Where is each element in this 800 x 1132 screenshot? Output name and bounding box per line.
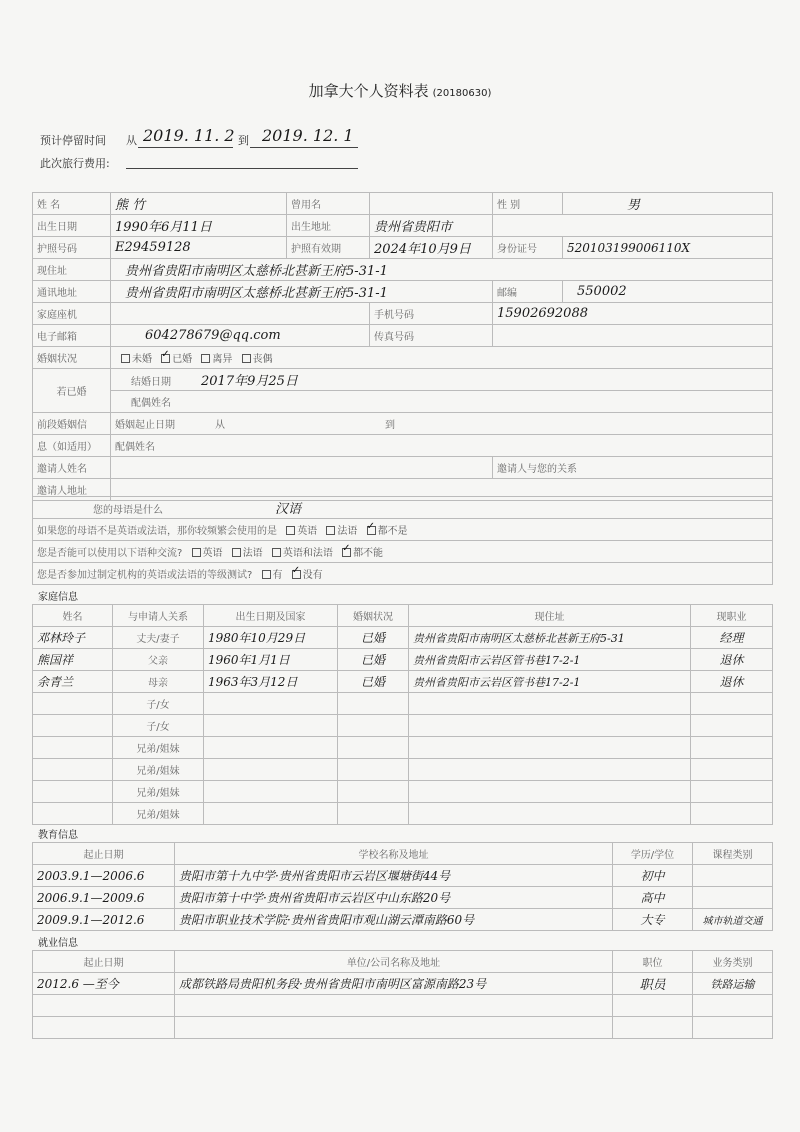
freq-neither-label: 都不是 (377, 526, 408, 537)
inviter-rel-label: 邀请人与您的关系 (497, 464, 577, 475)
family-header-marital: 婚姻状况 (338, 605, 409, 627)
emp-period: 2012.6 —至今 (37, 977, 119, 991)
inviter-label: 邀请人姓名 (33, 457, 111, 479)
id-label: 身份证号 (493, 237, 563, 259)
family-name-cell (33, 693, 113, 715)
family-row (33, 693, 773, 715)
prev-marriage-label-1: 前段婚姻信 (33, 413, 111, 435)
family-address: 贵州省贵阳市南明区太慈桥北甚新王府5-31 (413, 631, 625, 645)
test-yes-checkbox[interactable] (262, 570, 271, 579)
postcode-label: 邮编 (493, 281, 563, 303)
emp-type-cell (693, 973, 773, 995)
emp-position-cell (613, 1017, 693, 1039)
edu-school: 贵阳市第十中学·贵州省贵阳市云岩区中山东路20号 (179, 891, 451, 905)
family-address-cell (409, 649, 691, 671)
family-dob-cell (204, 781, 338, 803)
birthplace-value: 贵州省贵阳市 (374, 220, 453, 235)
edu-degree-cell (613, 887, 693, 909)
employment-section-title: 就业信息 (38, 938, 78, 949)
family-marital-cell (338, 693, 409, 715)
family-address-cell (409, 715, 691, 737)
family-address-cell (409, 627, 691, 649)
can-english-label: 英语 (202, 548, 223, 559)
expiry-value: 2024年10月9日 (374, 242, 471, 257)
emp-company-cell (175, 995, 613, 1017)
family-address-cell (409, 759, 691, 781)
family-header-relation: 与申请人关系 (113, 605, 204, 627)
family-row (33, 671, 773, 693)
freq-language-question: 如果您的母语不是英语或法语，那你较频繁会使用的是 (37, 526, 277, 537)
emp-company: 成都铁路局贵阳机务段·贵州省贵阳市南明区富源南路23号 (179, 977, 487, 991)
education-row (33, 865, 773, 887)
emp-header-company: 单位/公司名称及地址 (175, 951, 613, 973)
mail-label: 通讯地址 (33, 281, 111, 303)
employment-rows (33, 973, 773, 1039)
edu-school: 贵阳市职业技术学院·贵州省贵阳市观山湖云潭南路60号 (179, 913, 475, 927)
gender-value: 男 (627, 198, 641, 213)
stay-to-value: 2019. 12. 1 (262, 126, 354, 145)
freq-french-label: 法语 (337, 526, 358, 537)
family-header-name: 姓名 (33, 605, 113, 627)
family-occupation: 退休 (719, 675, 744, 689)
family-dob: 1963年3月12日 (208, 675, 298, 689)
can-both-label: 英语和法语 (282, 548, 333, 559)
test-no-label: 没有 (302, 570, 323, 581)
cost-line (126, 168, 358, 169)
edu-degree-cell (613, 865, 693, 887)
married-label: 若已婚 (33, 369, 111, 413)
family-dob: 1980年10月29日 (208, 631, 306, 645)
emp-company-cell (175, 1017, 613, 1039)
edu-course-cell (693, 909, 773, 931)
edu-degree-cell (613, 909, 693, 931)
family-address-cell (409, 737, 691, 759)
employment-table (32, 950, 773, 1039)
edu-degree: 初中 (640, 869, 665, 883)
stay-from-value: 2019. 11. 2 (143, 126, 235, 145)
form-title (0, 80, 800, 101)
emp-type-cell (693, 995, 773, 1017)
name-value: 熊 竹 (115, 198, 146, 213)
emp-period-cell (33, 995, 175, 1017)
family-name: 熊国祥 (37, 653, 74, 667)
edu-course-cell (693, 887, 773, 909)
form-code: (20180630) (432, 88, 492, 99)
birthplace-label: 出生地址 (287, 215, 370, 237)
test-yes-label: 有 (272, 570, 283, 581)
family-header-occupation: 现职业 (691, 605, 773, 627)
passport-value: E29459128 (115, 240, 191, 255)
employment-row (33, 995, 773, 1017)
emp-type: 铁路运输 (710, 977, 755, 991)
family-name-cell (33, 671, 113, 693)
prev-marriage-label-2: 息（如适用） (33, 435, 111, 457)
family-name-cell (33, 781, 113, 803)
emp-position-cell (613, 973, 693, 995)
edu-header-period: 起止日期 (33, 843, 175, 865)
family-name-cell (33, 649, 113, 671)
family-name-cell (33, 803, 113, 825)
employment-row (33, 973, 773, 995)
passport-label: 护照号码 (33, 237, 111, 259)
education-row (33, 909, 773, 931)
edu-school-cell (175, 865, 613, 887)
id-value: 520103199006110X (567, 240, 691, 255)
family-relation-cell (113, 671, 204, 693)
can-french-label: 法语 (242, 548, 263, 559)
wedding-date-value: 2017年9月25日 (201, 374, 298, 389)
family-dob: 1960年1月1日 (208, 653, 290, 667)
marital-widowed-checkbox[interactable] (242, 354, 251, 363)
edu-header-course: 课程类别 (693, 843, 773, 865)
postcode-value: 550002 (577, 284, 627, 299)
edu-period: 2009.9.1—2012.6 (37, 912, 145, 927)
family-rows (33, 627, 773, 825)
family-address-cell (409, 781, 691, 803)
family-marital: 已婚 (360, 675, 385, 689)
family-address: 贵州省贵阳市云岩区管书巷17-2-1 (413, 675, 581, 689)
family-dob-cell (204, 759, 338, 781)
freq-english-label: 英语 (297, 526, 318, 537)
family-row (33, 803, 773, 825)
family-relation-cell (113, 627, 204, 649)
family-marital-cell (338, 627, 409, 649)
family-row (33, 715, 773, 737)
family-occupation-cell (691, 715, 773, 737)
family-marital-cell (338, 759, 409, 781)
marital-married-label: 已婚 (172, 354, 193, 365)
family-marital-cell (338, 715, 409, 737)
edu-course-cell (693, 865, 773, 887)
education-rows (33, 865, 773, 931)
family-relation: 丈夫/妻子 (136, 634, 180, 645)
family-address-cell (409, 671, 691, 693)
family-occupation-cell (691, 627, 773, 649)
family-address-cell (409, 803, 691, 825)
edu-school-cell (175, 887, 613, 909)
native-language-question: 您的母语是什么 (93, 505, 163, 516)
family-relation-cell (113, 759, 204, 781)
gender-label: 性 别 (493, 193, 563, 215)
family-relation: 兄弟/姐妹 (136, 744, 180, 755)
fax-label: 传真号码 (370, 325, 493, 347)
can-english-checkbox[interactable] (192, 548, 201, 557)
education-section-title: 教育信息 (38, 830, 78, 841)
former-name-label: 曾用名 (287, 193, 370, 215)
family-relation: 母亲 (148, 678, 168, 689)
family-occupation-cell (691, 803, 773, 825)
expiry-label: 护照有效期 (287, 237, 370, 259)
family-header-dob: 出生日期及国家 (204, 605, 338, 627)
edu-header-degree: 学历/学位 (613, 843, 693, 865)
edu-period-cell (33, 887, 175, 909)
can-french-checkbox[interactable] (232, 548, 241, 557)
spouse-label: 配偶姓名 (131, 398, 171, 409)
family-relation: 子/女 (146, 700, 170, 711)
family-marital-cell (338, 671, 409, 693)
education-row (33, 887, 773, 909)
family-name-cell (33, 627, 113, 649)
family-relation-cell (113, 803, 204, 825)
can-none-checkbox[interactable] (342, 548, 351, 557)
stay-label: 预计停留时间 (40, 134, 106, 147)
family-marital: 已婚 (360, 631, 385, 645)
emp-header-type: 业务类别 (693, 951, 773, 973)
family-marital-cell (338, 737, 409, 759)
family-relation-cell (113, 781, 204, 803)
family-relation-cell (113, 693, 204, 715)
form-title-text: 加拿大个人资料表 (308, 82, 429, 100)
mobile-value: 15902692088 (497, 306, 588, 321)
family-row (33, 627, 773, 649)
family-relation: 兄弟/姐妹 (136, 788, 180, 799)
email-label: 电子邮箱 (33, 325, 111, 347)
edu-school-cell (175, 909, 613, 931)
stay-to-label: 到 (238, 134, 249, 147)
family-occupation: 退休 (719, 653, 744, 667)
family-dob-cell (204, 649, 338, 671)
test-question: 您是否参加过制定机构的英语或法语的等级测试? (37, 570, 253, 581)
prev-spouse-label: 配偶姓名 (115, 442, 155, 453)
test-no-checkbox[interactable] (292, 570, 301, 579)
freq-english-checkbox[interactable] (286, 526, 295, 535)
edu-school: 贵阳市第十九中学·贵州省贵阳市云岩区堰塘街44号 (179, 869, 451, 883)
mail-value: 贵州省贵阳市南明区太慈桥北甚新王府5-31-1 (125, 286, 388, 301)
edu-period: 2003.9.1—2006.6 (37, 868, 145, 883)
edu-period: 2006.9.1—2009.6 (37, 890, 145, 905)
family-occupation: 经理 (719, 631, 744, 645)
can-communicate-question: 您是否能可以使用以下语种交流? (37, 548, 183, 559)
address-value: 贵州省贵阳市南明区太慈桥北甚新王府5-31-1 (125, 264, 388, 279)
edu-course: 城市轨道交通 (702, 916, 763, 927)
family-occupation-cell (691, 671, 773, 693)
family-relation: 兄弟/姐妹 (136, 810, 180, 821)
native-language-answer: 汉语 (275, 502, 302, 517)
family-occupation-cell (691, 693, 773, 715)
name-label: 姓 名 (33, 193, 111, 215)
family-marital: 已婚 (360, 653, 385, 667)
marital-single-checkbox[interactable] (121, 354, 130, 363)
email-value: 604278679@qq.com (145, 328, 281, 343)
address-label: 现住址 (33, 259, 111, 281)
marital-label: 婚姻状况 (33, 347, 111, 369)
employment-row (33, 1017, 773, 1039)
emp-position: 职员 (639, 978, 666, 993)
inviter-addr-label: 邀请人地址 (33, 479, 111, 501)
stay-to-line (250, 147, 358, 148)
family-dob-cell (204, 803, 338, 825)
family-name: 邓林玲子 (37, 631, 86, 645)
family-table (32, 604, 773, 825)
dob-label: 出生日期 (33, 215, 111, 237)
marital-single-label: 未婚 (132, 354, 152, 365)
cost-label: 此次旅行费用: (40, 157, 110, 170)
family-occupation-cell (691, 781, 773, 803)
prev-period-label: 婚姻起止日期 (115, 420, 175, 431)
family-occupation-cell (691, 759, 773, 781)
emp-header-period: 起止日期 (33, 951, 175, 973)
emp-company-cell (175, 973, 613, 995)
emp-period-cell (33, 1017, 175, 1039)
marital-divorced-checkbox[interactable] (201, 354, 210, 363)
freq-neither-checkbox[interactable] (367, 526, 376, 535)
dob-value: 1990年6月11日 (115, 220, 212, 235)
family-dob-cell (204, 627, 338, 649)
mobile-label: 手机号码 (370, 303, 493, 325)
family-name-cell (33, 715, 113, 737)
family-relation: 父亲 (148, 656, 168, 667)
family-address: 贵州省贵阳市云岩区管书巷17-2-1 (413, 653, 581, 667)
family-occupation-cell (691, 737, 773, 759)
emp-position-cell (613, 995, 693, 1017)
emp-header-position: 职位 (613, 951, 693, 973)
family-dob-cell (204, 715, 338, 737)
family-occupation-cell (691, 649, 773, 671)
edu-period-cell (33, 909, 175, 931)
family-relation-cell (113, 715, 204, 737)
stay-from-label: 从 (126, 134, 137, 147)
can-none-label: 都不能 (353, 548, 384, 559)
family-marital-cell (338, 781, 409, 803)
family-name-cell (33, 737, 113, 759)
language-table (32, 496, 773, 585)
family-name-cell (33, 759, 113, 781)
family-row (33, 759, 773, 781)
family-dob-cell (204, 737, 338, 759)
family-marital-cell (338, 803, 409, 825)
edu-period-cell (33, 865, 175, 887)
can-both-checkbox[interactable] (272, 548, 281, 557)
family-marital-cell (338, 649, 409, 671)
marital-widowed-label: 丧偶 (252, 354, 273, 365)
edu-degree: 大专 (640, 913, 665, 927)
emp-type-cell (693, 1017, 773, 1039)
prev-from-label: 从 (215, 420, 225, 431)
family-row (33, 649, 773, 671)
family-row (33, 781, 773, 803)
family-dob-cell (204, 693, 338, 715)
education-table (32, 842, 773, 931)
prev-to-label: 到 (385, 420, 395, 431)
family-relation: 兄弟/姐妹 (136, 766, 180, 777)
family-relation-cell (113, 737, 204, 759)
edu-degree: 高中 (640, 891, 665, 905)
family-row (33, 737, 773, 759)
family-address-cell (409, 693, 691, 715)
stay-from-line (138, 147, 233, 148)
freq-french-checkbox[interactable] (326, 526, 335, 535)
family-dob-cell (204, 671, 338, 693)
homephone-label: 家庭座机 (33, 303, 111, 325)
family-section-title: 家庭信息 (38, 592, 78, 603)
emp-period-cell (33, 973, 175, 995)
wedding-date-label: 结婚日期 (131, 377, 171, 388)
family-relation-cell (113, 649, 204, 671)
family-name: 余青兰 (37, 675, 74, 689)
family-relation: 子/女 (146, 722, 170, 733)
edu-header-school: 学校名称及地址 (175, 843, 613, 865)
personal-info-table (32, 192, 773, 501)
marital-married-checkbox[interactable] (161, 354, 170, 363)
family-header-address: 现住址 (409, 605, 691, 627)
marital-divorced-label: 离异 (212, 354, 233, 365)
